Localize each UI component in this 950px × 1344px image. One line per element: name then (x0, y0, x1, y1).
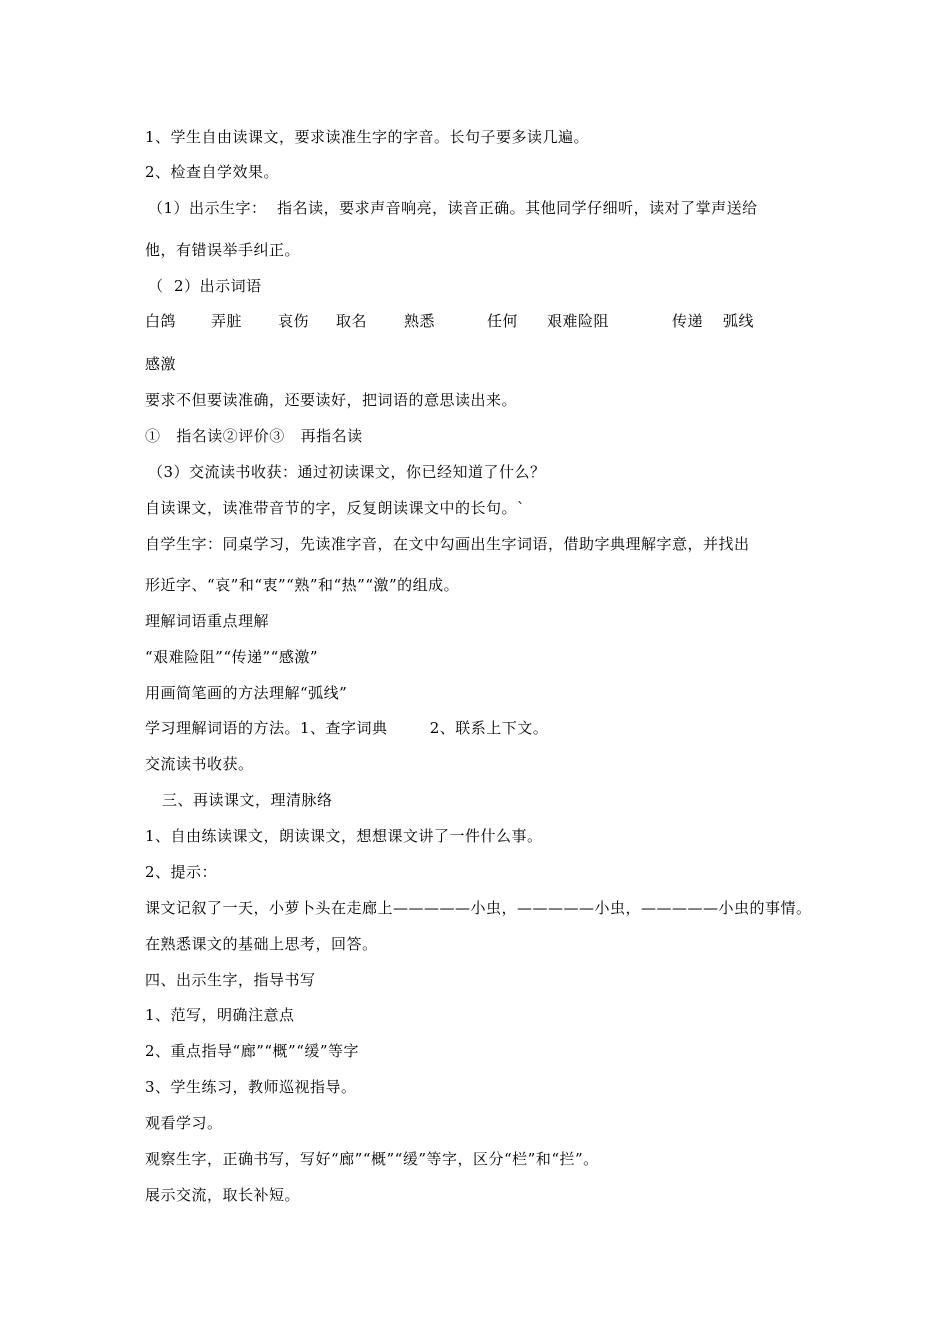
text-line: 观看学习。 (145, 1114, 223, 1132)
vocab-word: 弄脏 (211, 312, 243, 330)
vocab-word: 任何 (487, 312, 519, 330)
text-line: 感激 (145, 355, 177, 373)
text-line: 2、重点指导“廊”“概”“缓”等字 (145, 1042, 360, 1060)
section-heading: 四、出示生字，指导书写 (145, 971, 316, 989)
text-line: 课文记叙了一天，小萝卜头在走廊上—————小虫，—————小虫，—————小虫的事情。 (145, 899, 812, 917)
text-line: 用画简笔画的方法理解“弧线” (145, 684, 348, 702)
text-line: ① 指名读②评价③ 再指名读 (145, 427, 363, 445)
text-line: 1、自由练读课文，朗读课文，想想课文讲了一件什么事。 (145, 827, 543, 845)
vocab-word: 哀伤 (278, 312, 310, 330)
text-line: 理解词语重点理解 (145, 612, 270, 630)
text-line: 交流读书收获。 (145, 755, 254, 773)
text-line: 1、范写，明确注意点 (145, 1006, 295, 1024)
vocabulary-row (145, 312, 805, 332)
vocab-word: 艰难险阻 (547, 312, 610, 330)
text-line: 2、提示： (145, 863, 218, 881)
text-line: 学习理解词语的方法。1、查字词典 2、联系上下文。 (145, 719, 549, 737)
text-line: 自读课文，读准带音节的字，反复朗读课文中的长句。` (145, 499, 526, 517)
vocab-word: 取名 (336, 312, 368, 330)
text-line: （1）出示生字： 指名读，要求声音响亮，读音正确。其他同学仔细听，读对了掌声送给 (148, 199, 758, 217)
text-line: 展示交流，取长补短。 (145, 1186, 301, 1204)
text-line: （ 2）出示词语 (148, 277, 262, 295)
text-line: 观察生字，正确书写，写好“廊”“概”“缓”等字，区分“栏”和“拦”。 (145, 1150, 599, 1168)
text-line: 他，有错误举手纠正。 (145, 241, 301, 259)
text-line: 3、学生练习，教师巡视指导。 (145, 1078, 357, 1096)
section-heading: 三、再读课文，理清脉络 (162, 791, 333, 809)
text-line: 自学生字：同桌学习，先读准字音，在文中勾画出生字词语，借助字典理解字意，并找出 (145, 535, 750, 553)
vocab-word: 熟悉 (404, 312, 436, 330)
text-line: 在熟悉课文的基础上思考，回答。 (145, 935, 378, 953)
text-line: 1、学生自由读课文，要求读准生字的字音。长句子要多读几遍。 (145, 128, 590, 146)
text-line: （3）交流读书收获：通过初读课文，你已经知道了什么？ (148, 463, 546, 481)
vocab-word: 传递 (672, 312, 704, 330)
text-line: 2、检查自学效果。 (145, 163, 280, 181)
vocab-word: 白鸽 (145, 312, 177, 330)
text-line: 形近字、“哀”和“衷”“熟”和“热”“激”的组成。 (145, 576, 460, 594)
vocab-word: 弧线 (723, 312, 755, 330)
text-line: “艰难险阻”“传递”“感激” (145, 648, 319, 666)
text-line: 要求不但要读准确，还要读好，把词语的意思读出来。 (145, 391, 518, 409)
